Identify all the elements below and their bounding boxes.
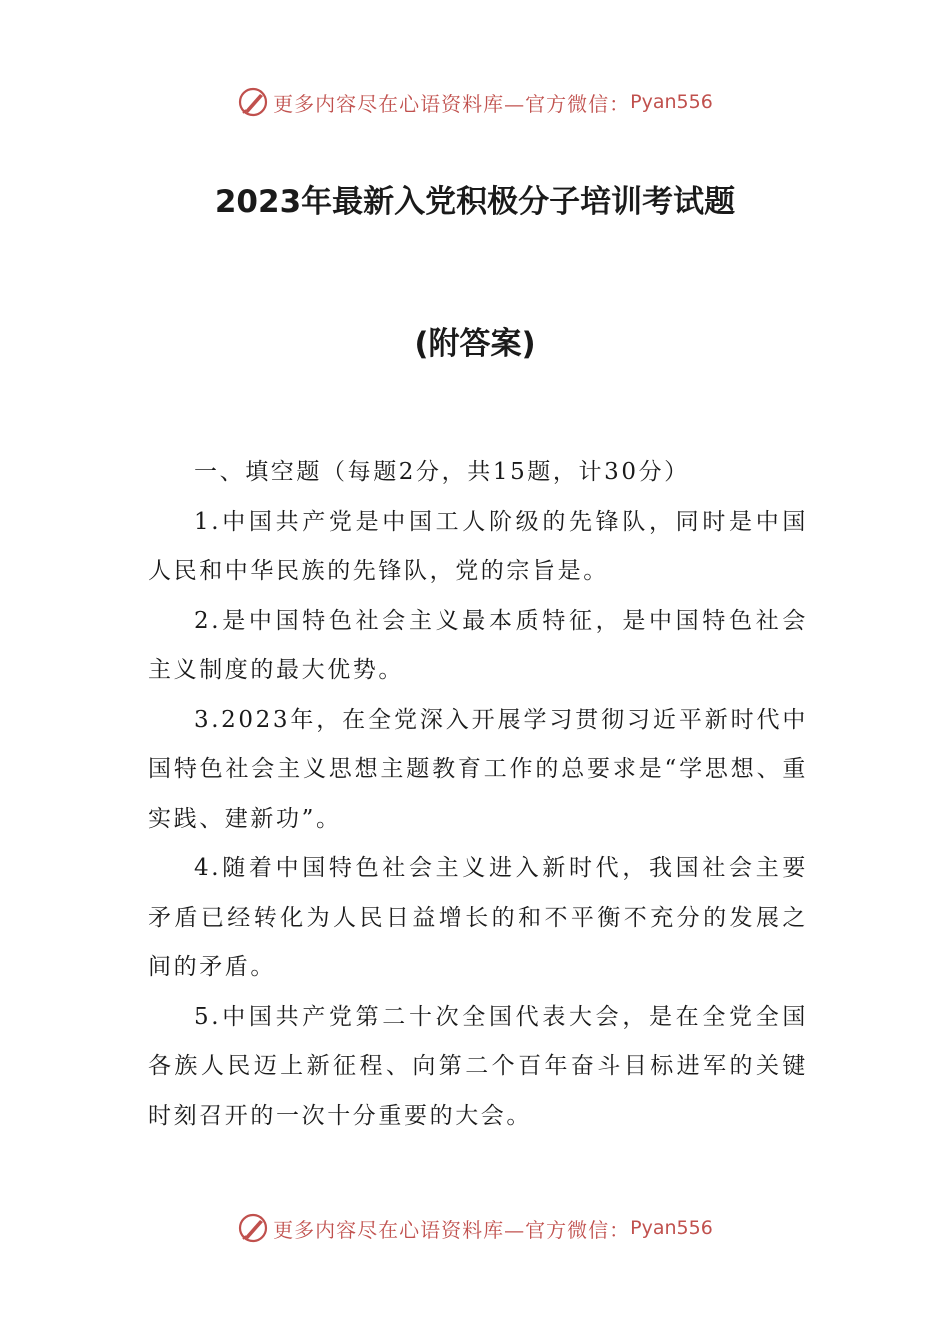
banner-wechat-id: Pyan556 [630,1217,713,1239]
question-item: 5.中国共产党第二十次全国代表大会，是在全党全国各族人民迈上新征程、向第二个百年奋斗目标进军的关键时刻召开的一次十分重要的大会。 [148,1003,808,1129]
document-subtitle: (附答案) [414,326,536,362]
section-heading: 一、填空题（每题2分，共15题，计30分） [194,459,690,485]
banner-text: 更多内容尽在心语资料库—官方微信： [273,91,631,116]
quill-pen-icon [237,1212,269,1244]
footer-banner [0,1212,950,1244]
banner-text: 更多内容尽在心语资料库—官方微信： [273,1217,631,1242]
question-item: 4.随着中国特色社会主义进入新时代，我国社会主要矛盾已经转化为人民日益增长的和不平衡不充分的发展之间的矛盾。 [148,855,808,980]
banner-wechat-id: Pyan556 [630,91,713,113]
document-title: 2023年最新入党积极分子培训考试题 [214,184,736,220]
question-item: 2.是中国特色社会主义最本质特征，是中国特色社会主义制度的最大优势。 [148,607,808,683]
header-banner [0,86,950,118]
document-body [148,448,808,1141]
quill-pen-icon [237,86,269,118]
question-item: 1.中国共产党是中国工人阶级的先锋队，同时是中国人民和中华民族的先锋队，党的宗旨是。 [148,508,808,584]
question-item: 3.2023年，在全党深入开展学习贯彻习近平新时代中国特色社会主义思想主题教育工作的总要求是“学思想、重实践、建新功”。 [148,706,808,832]
